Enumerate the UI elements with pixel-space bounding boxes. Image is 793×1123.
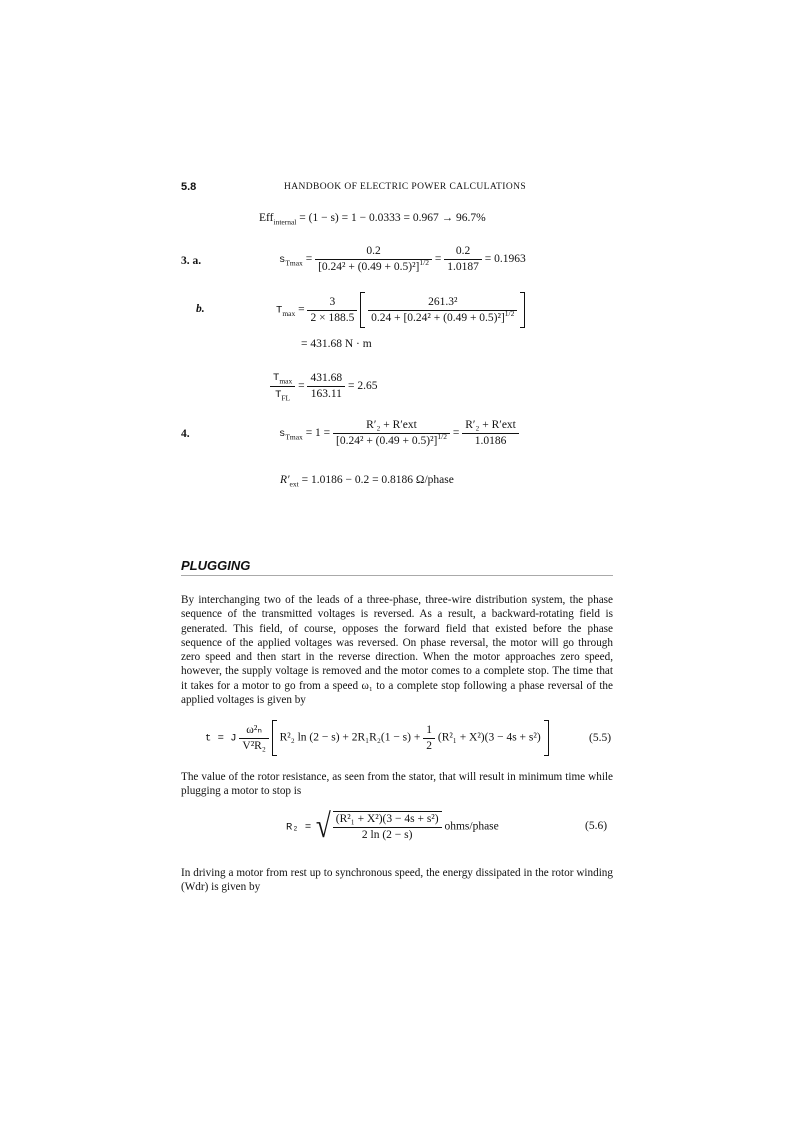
eq55-fraction: [239, 723, 268, 754]
half-fraction: [423, 723, 435, 754]
rext-rhs: = 1.0186 − 0.2 = 0.8186 Ω/phase: [301, 474, 454, 486]
equation-5-5: [205, 720, 549, 756]
equals-sign: =: [452, 427, 460, 440]
equals-sign: = 1 =: [305, 427, 331, 440]
denominator-text: [0.24² + (0.49 + 0.5)²]: [318, 261, 420, 273]
denominator: 1.0186: [474, 435, 507, 447]
right-bracket: [520, 292, 525, 328]
fraction-3b-1: [307, 295, 357, 326]
denominator: [315, 260, 432, 275]
equals-sign: =: [298, 380, 305, 393]
s-tmax-var: s: [279, 428, 286, 441]
numerator: 431.68: [307, 371, 345, 387]
ratio-label-fraction: [270, 370, 295, 403]
rext-lhs: R′: [280, 474, 290, 486]
result-3b: = 431.68 N · m: [301, 338, 372, 350]
ratio-den: [270, 387, 295, 403]
ratio-num: [270, 370, 295, 387]
numerator: 3: [307, 295, 357, 311]
exponent: 1/2: [419, 258, 429, 268]
t-max-sub: max: [282, 308, 296, 318]
denominator: 2 × 188.5: [310, 311, 355, 324]
radicand: [333, 811, 442, 843]
running-title: HANDBOOK OF ELECTRIC POWER CALCULATIONS: [284, 182, 527, 192]
fraction-3a-2: [444, 244, 482, 275]
ratio-value-fraction: [307, 371, 345, 402]
equation-rext: [280, 474, 454, 489]
fraction-3a-1: [315, 244, 432, 275]
paragraph-energy-dissipated: In driving a motor from rest up to synchronous speed, the energy dissipated in the rotor winding (Wdr) is given by: [181, 867, 613, 894]
denominator: [333, 434, 450, 449]
numerator: 0.2: [315, 244, 432, 260]
equation-number-5-6: (5.6): [585, 820, 608, 832]
rext-sub: ext: [289, 479, 299, 489]
denominator: 163.11: [310, 388, 342, 400]
eff-rhs: = (1 − s) = 1 − 0.0333 = 0.967 → 96.7%: [299, 212, 486, 224]
t-sub: max: [279, 376, 293, 386]
left-bracket: [272, 720, 277, 756]
numerator: ω²ₙ: [239, 723, 268, 739]
denominator: 1.0187: [447, 261, 479, 273]
denominator: 2 ln (2 − s): [361, 829, 413, 841]
denominator: 2: [426, 739, 432, 752]
section-heading-plugging: PLUGGING: [181, 558, 613, 576]
denominator: V²R₂: [242, 739, 266, 752]
eq55-lhs: t = J: [205, 732, 237, 745]
t-var: T: [275, 389, 282, 401]
eff-lhs-sub: internal: [273, 217, 297, 227]
step-3a-label: 3. a.: [181, 255, 202, 267]
fraction-4-1: [333, 418, 450, 449]
fraction-3b-2: [368, 295, 517, 326]
equation-3a: [279, 244, 526, 275]
eq55-term2: (R²₁ + X²)(3 − 4s + s²): [437, 731, 541, 744]
denominator-text: 0.24 + [0.24² + (0.49 + 0.5)²]: [371, 311, 505, 324]
step-4-label: 4.: [181, 428, 190, 440]
equation-number-5-5: (5.5): [589, 732, 612, 744]
t-sub: FL: [281, 393, 291, 403]
result: = 0.1963: [484, 253, 526, 266]
equals-sign: =: [298, 303, 305, 316]
step-3b-label: b.: [196, 303, 205, 315]
numerator: (R²₁ + X²)(3 − 4s + s²): [333, 812, 442, 828]
t-max-var: T: [276, 304, 283, 317]
eq56-fraction: [333, 812, 442, 843]
numerator: 261.3²: [368, 295, 517, 311]
numerator: 1: [423, 723, 435, 739]
s-tmax-var: s: [279, 254, 286, 267]
s-tmax-sub: Tmax: [285, 258, 303, 268]
result: = 2.65: [347, 380, 378, 393]
eq55-term1: R²₂ ln (2 − s) + 2R₁R₂(1 − s) +: [279, 731, 421, 744]
denominator: [368, 308, 517, 326]
t-var: T: [273, 372, 280, 384]
eq56-lhs: R₂ =: [286, 821, 312, 834]
equals-sign: =: [305, 253, 313, 266]
equation-3b: [276, 292, 525, 328]
fraction-4-2: [462, 418, 519, 449]
page-number: 5.8: [181, 181, 197, 193]
equation-efficiency: [259, 212, 486, 227]
right-bracket: [544, 720, 549, 756]
numerator: R′₂ + R′ext: [333, 418, 450, 434]
s-tmax-sub: Tmax: [285, 432, 303, 442]
exponent: 1/2: [504, 308, 515, 318]
numerator: R′₂ + R′ext: [462, 418, 519, 434]
equation-5-6: [286, 810, 499, 844]
equals-sign: =: [434, 253, 442, 266]
unit: ohms/phase: [444, 820, 499, 833]
eff-lhs: Eff: [259, 212, 274, 224]
numerator: 0.2: [444, 244, 482, 260]
denominator-text: [0.24² + (0.49 + 0.5)²]: [336, 435, 438, 447]
square-root-icon: √: [315, 808, 331, 845]
paragraph-rotor-resistance: The value of the rotor resistance, as seen from the stator, that will result in minimum time while plugging a motor to stop is: [181, 771, 613, 798]
paragraph-plugging-intro: By interchanging two of the leads of a three-phase, three-wire distribution system, the phase sequence of the transmitted voltages is reversed. As a result, a backward-rotating field is generated. This field, of course, opposes the forward field that existed before the phase sequence of the applied voltages was reversed. On phase reversal, the motor will go through zero speed and then start in the reverse direction. When the motor approaches zero speed, however, the supply voltage is removed and the motor comes to a complete stop. The time that it takes for a motor to go from a speed ω₁ to a complete stop following a phase reversal of the applied voltages is given by: [181, 594, 613, 707]
equation-ratio: [270, 370, 377, 403]
exponent: 1/2: [437, 432, 447, 442]
equation-4: [279, 418, 519, 449]
left-bracket: [360, 292, 365, 328]
